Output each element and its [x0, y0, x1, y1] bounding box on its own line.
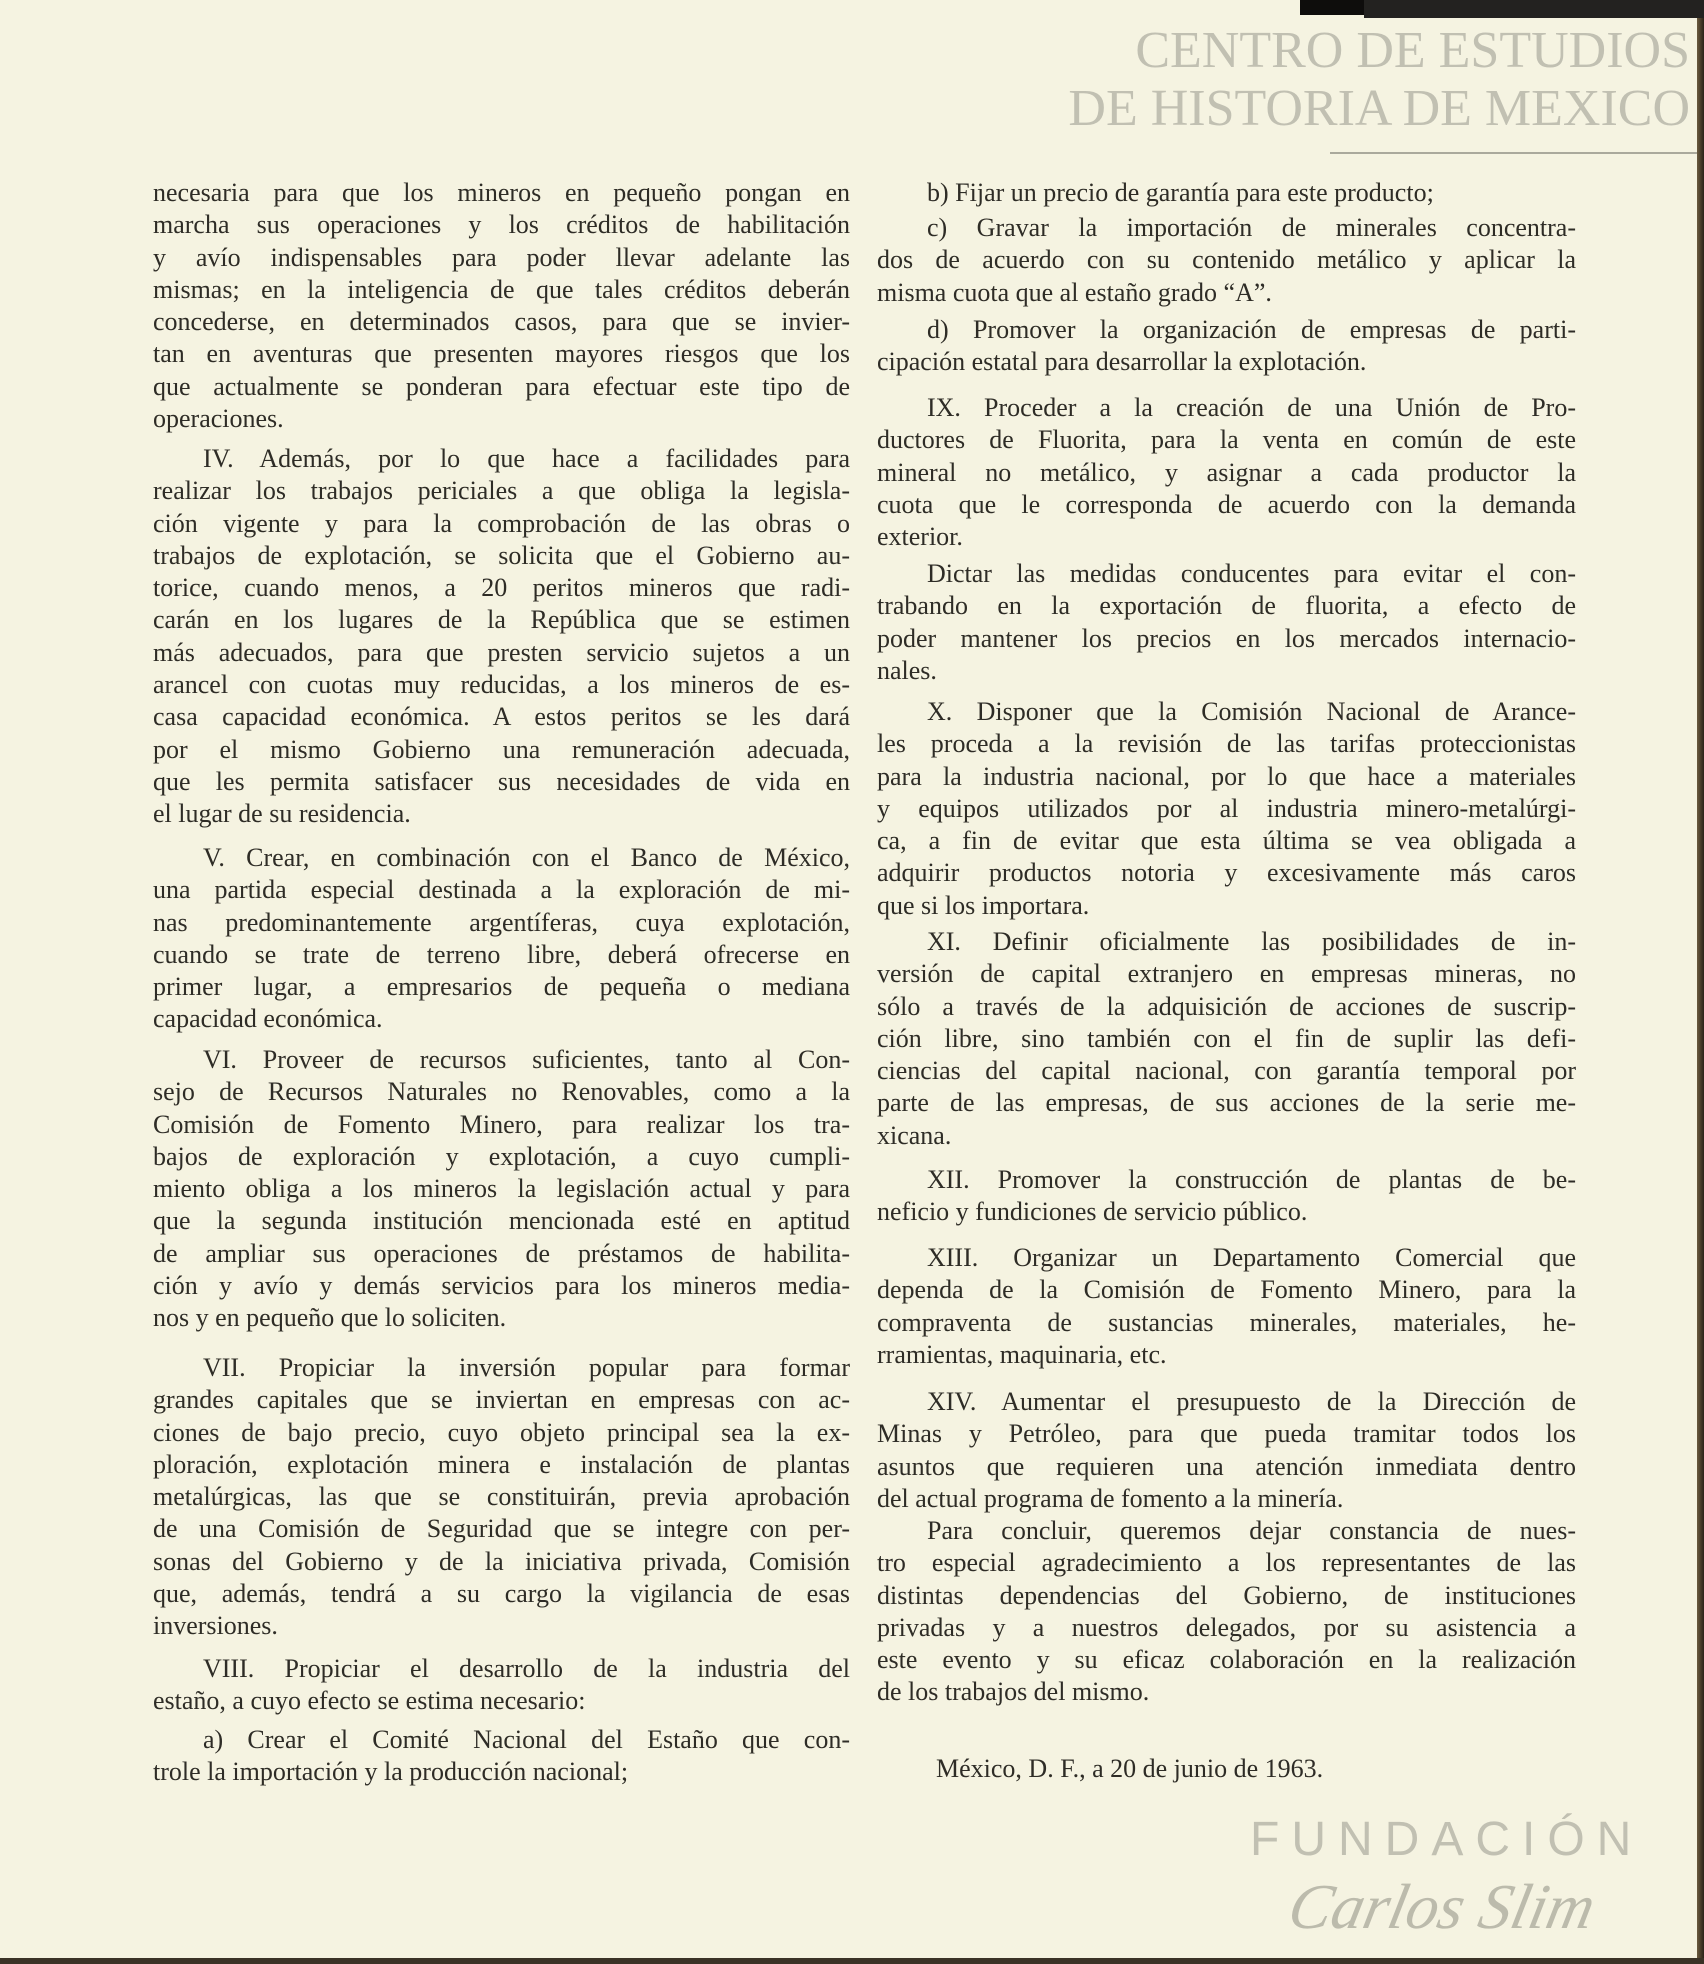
- text-line: VIII. Propiciar el desarrollo de la industria del: [203, 1654, 850, 1683]
- text-line: les proceda a la revisión de las tarifas proteccionistas: [877, 729, 1576, 759]
- paragraph: [877, 1164, 1576, 1229]
- text-line: IX. Proceder a la creación de una Unión de Pro-: [927, 393, 1576, 422]
- text-line: mineral no metálico, y asignar a cada productor la: [877, 457, 1576, 487]
- paragraph: [877, 314, 1576, 379]
- text-line: ciencias del capital nacional, con garantía temporal por: [877, 1056, 1576, 1086]
- text-line: d) Promover la organización de empresas de parti-: [927, 315, 1576, 344]
- paragraph: [153, 1653, 850, 1718]
- paragraph: [877, 926, 1576, 1152]
- text-line: ploración, explotación minera e instalación de plantas: [153, 1449, 850, 1479]
- text-line: que actualmente se ponderan para efectuar este tipo de: [153, 371, 850, 401]
- text-line: y equipos utilizados por al industria minero-metalúrgi-: [877, 793, 1576, 823]
- text-line: el lugar de su residencia.: [153, 799, 411, 829]
- text-line: trole la importación y la producción nacional;: [153, 1757, 629, 1787]
- text-line: X. Disponer que la Comisión Nacional de Arance-: [927, 697, 1576, 726]
- paragraph: [153, 443, 850, 831]
- text-line: una partida especial destinada a la exploración de mi-: [153, 875, 850, 905]
- paragraph: [877, 558, 1576, 687]
- watermark-foundation: FUNDACIÓN: [1250, 1813, 1644, 1866]
- text-line: versión de capital extranjero en empresas mineras, no: [877, 959, 1576, 989]
- text-line: casa capacidad económica. A estos peritos se les dará: [153, 702, 850, 732]
- text-line: Dictar las medidas conducentes para evitar el con-: [927, 559, 1576, 588]
- paragraph: [153, 177, 850, 435]
- text-line: ca, a fin de evitar que esta última se vea obligada a: [877, 826, 1576, 856]
- text-line: carán en los lugares de la República que se estimen: [153, 605, 850, 635]
- text-line: mismas; en la inteligencia de que tales créditos deberán: [153, 274, 850, 304]
- text-line: y avío indispensables para poder llevar adelante las: [153, 242, 850, 272]
- watermark-line: DE HISTORIA: [1068, 80, 1390, 137]
- text-line: ductores de Fluorita, para la venta en común de este: [877, 425, 1576, 455]
- text-line: capacidad económica.: [153, 1004, 383, 1034]
- text-line: miento obliga a los mineros la legislación actual y para: [153, 1174, 850, 1204]
- text-line: XIV. Aumentar el presupuesto de la Dirección de: [927, 1387, 1576, 1416]
- scan-edge-bottom: [0, 1958, 1704, 1964]
- paragraph: [877, 1242, 1576, 1371]
- text-line: tan en aventuras que presenten mayores riesgos que los: [153, 339, 850, 369]
- paragraph: [877, 1515, 1576, 1709]
- text-line: marcha sus operaciones y los créditos de habilitación: [153, 210, 850, 240]
- text-line: Minas y Petróleo, para que pueda tramitar todos los: [877, 1419, 1576, 1449]
- watermark-line: CENTRO DE: [1135, 22, 1426, 79]
- paragraph: [877, 212, 1576, 309]
- text-line: este evento y su eficaz colaboración en la realización: [877, 1645, 1576, 1675]
- text-line: dependa de la Comisión de Fomento Minero, para la: [877, 1275, 1576, 1305]
- text-line: para la industria nacional, por lo que hace a materiales: [877, 761, 1576, 791]
- watermark-signature: Carlos Slim: [1282, 1871, 1602, 1942]
- text-line: a) Crear el Comité Nacional del Estaño que con-: [203, 1725, 850, 1754]
- text-line: Para concluir, queremos dejar constancia de nues-: [927, 1516, 1576, 1545]
- watermark-row: [890, 80, 1690, 138]
- text-line: torice, cuando menos, a 20 peritos mineros que radi-: [153, 573, 850, 603]
- text-line: parte de las empresas, de sus acciones de la serie me-: [877, 1088, 1576, 1118]
- text-line: metalúrgicas, las que se constituirán, previa aprobación: [153, 1482, 850, 1512]
- watermark-logo: [890, 22, 1690, 138]
- text-line: cuota que le corresponda de acuerdo con la demanda: [877, 489, 1576, 519]
- text-line: arancel con cuotas muy reducidas, a los mineros de es-: [153, 670, 850, 700]
- text-line: de los trabajos del mismo.: [877, 1677, 1150, 1707]
- text-line: de ampliar sus operaciones de préstamos de habilita-: [153, 1238, 850, 1268]
- text-line: nos y en pequeño que lo soliciten.: [153, 1303, 507, 1333]
- text-line: V. Crear, en combinación con el Banco de México,: [203, 843, 850, 872]
- text-line: dos de acuerdo con su contenido metálico y aplicar la: [877, 245, 1576, 275]
- text-line: necesaria para que los mineros en pequeño pongan en: [153, 178, 850, 207]
- text-line: VII. Propiciar la inversión popular para formar: [203, 1353, 850, 1382]
- watermark-line: DE MEXICO: [1402, 80, 1690, 137]
- text-line: trabando en la exportación de fluorita, a efecto de: [877, 591, 1576, 621]
- text-line: ción y avío y demás servicios para los mineros media-: [153, 1271, 850, 1301]
- text-line: XI. Definir oficialmente las posibilidades de in-: [927, 927, 1576, 956]
- text-line: exterior.: [877, 522, 963, 552]
- text-line: VI. Proveer de recursos suficientes, tanto al Con-: [203, 1045, 850, 1074]
- text-line: estaño, a cuyo efecto se estima necesario:: [153, 1686, 586, 1716]
- text-line: concederse, en determinados casos, para que se invier-: [153, 307, 850, 337]
- text-line: que, además, tendrá a su cargo la vigilancia de esas: [153, 1579, 850, 1609]
- paragraph: [877, 392, 1576, 553]
- paragraph: [153, 1352, 850, 1643]
- text-line: más adecuados, para que presten servicio sujetos a un: [153, 637, 850, 667]
- date-line: México, D. F., a 20 de junio de 1963.: [936, 1754, 1324, 1783]
- text-line: cuando se trate de terreno libre, deberá ofrecerse en: [153, 939, 850, 969]
- watermark-divider: [1330, 152, 1697, 154]
- text-line: por el mismo Gobierno una remuneración adecuada,: [153, 734, 850, 764]
- text-line: primer lugar, a empresarios de pequeña o mediana: [153, 972, 850, 1002]
- text-line: que les permita satisfacer sus necesidades de vida en: [153, 766, 850, 796]
- text-line: sejo de Recursos Naturales no Renovables, como a la: [153, 1077, 850, 1107]
- text-line: del actual programa de fomento a la minería.: [877, 1483, 1344, 1513]
- scan-edge-top-dark: [1300, 0, 1364, 15]
- text-line: tro especial agradecimiento a los representantes de las: [877, 1548, 1576, 1578]
- text-line: misma cuota que al estaño grado “A”.: [877, 277, 1272, 307]
- text-line: nales.: [877, 655, 937, 685]
- paragraph: [153, 1724, 850, 1789]
- text-line: asuntos que requieren una atención inmediata dentro: [877, 1451, 1576, 1481]
- text-line: trabajos de explotación, se solicita que el Gobierno au-: [153, 540, 850, 570]
- text-line: c) Gravar la importación de minerales concentra-: [927, 213, 1576, 242]
- text-line: cipación estatal para desarrollar la explotación.: [877, 347, 1367, 377]
- text-line: de una Comisión de Seguridad que se integre con per-: [153, 1514, 850, 1544]
- scan-edge-top: [1364, 0, 1704, 18]
- text-line: ción libre, sino también con el fin de suplir las defi-: [877, 1023, 1576, 1053]
- text-line: XIII. Organizar un Departamento Comercial que: [927, 1243, 1576, 1272]
- text-line: realizar los trabajos periciales a que obliga la legisla-: [153, 476, 850, 506]
- paragraph: [153, 1044, 850, 1335]
- scan-edge-right: [1697, 18, 1704, 1964]
- paragraph: [877, 177, 1576, 209]
- text-line: sólo a través de la adquisición de acciones de suscrip-: [877, 991, 1576, 1021]
- paragraph: [153, 842, 850, 1036]
- text-line: compraventa de sustancias minerales, materiales, he-: [877, 1307, 1576, 1337]
- paragraph: [877, 1386, 1576, 1515]
- text-line: XII. Promover la construcción de plantas de be-: [927, 1165, 1576, 1194]
- text-line: privadas y a nuestros delegados, por su asistencia a: [877, 1612, 1576, 1642]
- text-line: sonas del Gobierno y de la iniciativa privada, Comisión: [153, 1546, 850, 1576]
- text-line: grandes capitales que se inviertan en empresas con ac-: [153, 1385, 850, 1415]
- text-line: adquirir productos notoria y excesivamente más caros: [877, 858, 1576, 888]
- text-line: nas predominantemente argentíferas, cuya explotación,: [153, 907, 850, 937]
- text-line: operaciones.: [153, 404, 284, 434]
- text-line: Comisión de Fomento Minero, para realizar los tra-: [153, 1109, 850, 1139]
- text-line: ción vigente y para la comprobación de las obras o: [153, 508, 850, 538]
- text-line: que la segunda institución mencionada esté en aptitud: [153, 1206, 850, 1236]
- text-line: neficio y fundiciones de servicio público.: [877, 1197, 1308, 1227]
- paragraph: [877, 696, 1576, 922]
- text-line: xicana.: [877, 1120, 952, 1150]
- text-line: inversiones.: [153, 1611, 278, 1641]
- text-line: rramientas, maquinaria, etc.: [877, 1339, 1167, 1369]
- text-line: IV. Además, por lo que hace a facilidades para: [203, 444, 850, 473]
- text-line: que si los importara.: [877, 890, 1090, 920]
- text-line: bajos de exploración y explotación, a cuyo cumpli-: [153, 1141, 850, 1171]
- watermark-line: ESTUDIOS: [1438, 22, 1690, 79]
- text-line: b) Fijar un precio de garantía para este producto;: [927, 178, 1434, 207]
- watermark-row: [890, 22, 1690, 80]
- text-line: distintas dependencias del Gobierno, de instituciones: [877, 1580, 1576, 1610]
- text-line: ciones de bajo precio, cuyo objeto principal sea la ex-: [153, 1417, 850, 1447]
- text-line: poder mantener los precios en los mercados internacio-: [877, 623, 1576, 653]
